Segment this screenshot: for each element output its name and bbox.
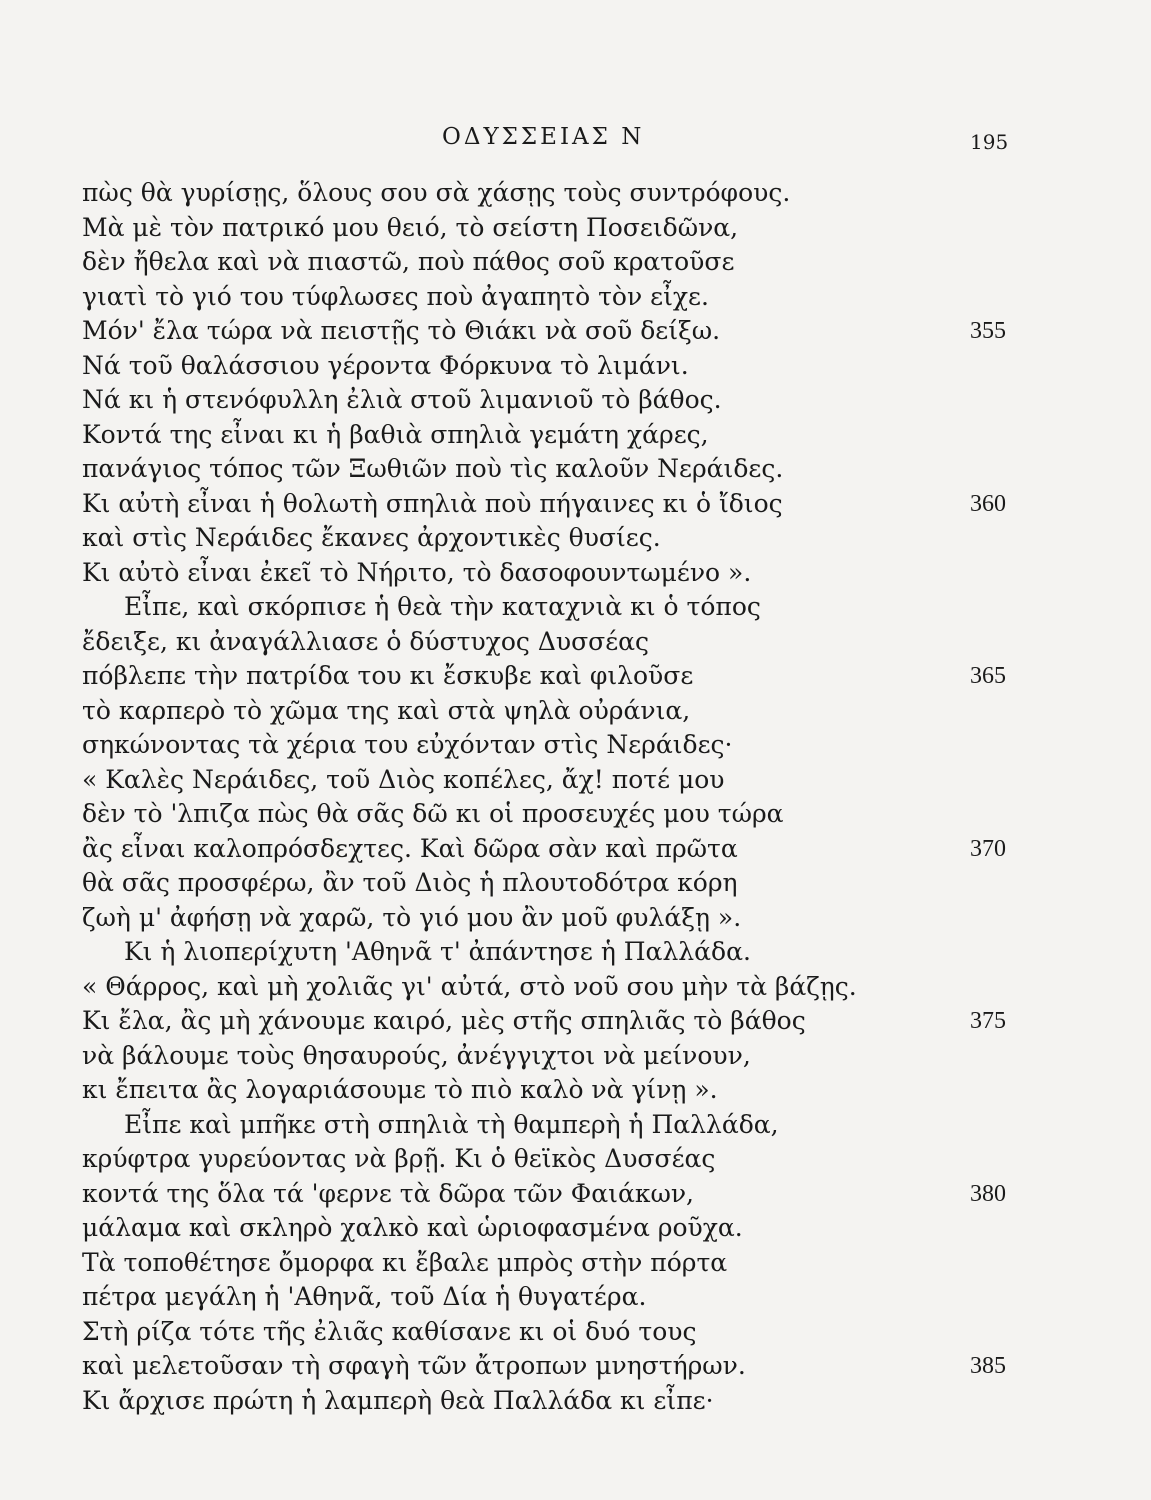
- verse-line: [0, 832, 1151, 867]
- line-number: 380: [970, 1180, 1006, 1207]
- line-number: 385: [970, 1353, 1006, 1379]
- verse-text: καὶ στὶς Νεράιδες ἔκανες ἀρχοντικὲς θυσίες.: [82, 523, 661, 552]
- verse-line: [0, 418, 1151, 453]
- verse-line: [0, 590, 1151, 625]
- verse-text: « Θάρρος, καὶ μὴ χολιᾶς γι' αὐτά, στὸ νοῦ σου μὴν τὰ βάζῃς.: [82, 971, 857, 1001]
- verse-line: [0, 1315, 1151, 1350]
- verse-line: [0, 176, 1151, 211]
- verse-line: [0, 245, 1151, 280]
- verse-line: [0, 349, 1151, 384]
- verse-text: μάλαμα καὶ σκληρὸ χαλκὸ καὶ ὡριοφασμένα ροῦχα.: [82, 1213, 743, 1242]
- line-number: 365: [970, 663, 1006, 689]
- verse-line: [0, 1349, 1151, 1384]
- verse-line: [0, 694, 1151, 729]
- verse-text: Μὰ μὲ τὸν πατρικό μου θειό, τὸ σείστη Ποσειδῶνα,: [82, 212, 739, 242]
- verse-text: ἔδειξε, κι ἀναγάλλιασε ὁ δύστυχος Δυσσέας: [82, 626, 650, 656]
- verse-line: [0, 1211, 1151, 1246]
- verse-line: [0, 728, 1151, 763]
- verse-text: Κι ἔλα, ἂς μὴ χάνουμε καιρό, μὲς στῆς σπηλιᾶς τὸ βάθος: [82, 1006, 806, 1035]
- verse-text: πὼς θὰ γυρίσῃς, ὅλους σου σὰ χάσῃς τοὺς συντρόφους.: [82, 178, 791, 207]
- verse-line: [0, 280, 1151, 315]
- verse-text: ἂς εἶναι καλοπρόσδεχτες. Καὶ δῶρα σὰν καὶ πρῶτα: [82, 833, 738, 863]
- verse-line: [0, 383, 1151, 418]
- verse-line: [0, 1004, 1151, 1039]
- verse-text: πόβλεπε τὴν πατρίδα του κι ἔσκυβε καὶ φιλοῦσε: [82, 661, 694, 690]
- verse-text: Μόν' ἔλα τώρα νὰ πειστῇς τὸ Θιάκι νὰ σοῦ δείξω.: [82, 316, 721, 345]
- running-header-title: ΟΔΥΣΣΕΙΑΣ Ν: [442, 124, 645, 150]
- verse-line: [0, 556, 1151, 591]
- verse-line: [0, 1039, 1151, 1074]
- verse-line: [0, 625, 1151, 660]
- verse-text: Κι ἡ λιοπερίχυτη 'Αθηνᾶ τ' ἀπάντησε ἡ Παλλάδα.: [124, 937, 751, 966]
- page-number: 195: [970, 130, 1009, 154]
- verse-line: [0, 1280, 1151, 1315]
- verse-text: Κοντά της εἶναι κι ἡ βαθιὰ σπηλιὰ γεμάτη χάρες,: [82, 419, 709, 449]
- verse-line: [0, 211, 1151, 246]
- verse-line: [0, 1108, 1151, 1143]
- line-number: 360: [970, 490, 1006, 517]
- verse-text: ζωὴ μ' ἀφήσῃ νὰ χαρῶ, τὸ γιό μου ἂν μοῦ φυλάξῃ ».: [82, 902, 742, 932]
- verse-line: [0, 1384, 1151, 1419]
- verse-text: σηκώνοντας τὰ χέρια του εὐχόνταν στὶς Νεράιδες·: [82, 730, 733, 759]
- verse-text: τὸ καρπερὸ τὸ χῶμα της καὶ στὰ ψηλὰ οὐράνια,: [82, 695, 691, 725]
- verse-text: Νά κι ἡ στενόφυλλη ἐλιὰ στοῦ λιμανιοῦ τὸ βάθος.: [82, 385, 722, 414]
- verse-line: [0, 901, 1151, 936]
- verse-text: Κι ἄρχισε πρώτη ἡ λαμπερὴ θεὰ Παλλάδα κι εἶπε·: [82, 1385, 714, 1415]
- verse-line: [0, 1246, 1151, 1281]
- verse-line: [0, 970, 1151, 1005]
- verse-line: [0, 935, 1151, 970]
- verse-text: Τὰ τοποθέτησε ὄμορφα κι ἔβαλε μπρὸς στὴν πόρτα: [82, 1247, 728, 1277]
- verse-text: δὲν ἤθελα καὶ νὰ πιαστῶ, ποὺ πάθος σοῦ κρατοῦσε: [82, 247, 735, 276]
- verse-text: « Καλὲς Νεράιδες, τοῦ Διὸς κοπέλες, ἄχ! ποτέ μου: [82, 764, 725, 794]
- verse-text: Εἶπε, καὶ σκόρπισε ἡ θεὰ τὴν καταχνιὰ κι ὁ τόπος: [124, 592, 761, 621]
- verse-line: [0, 797, 1151, 832]
- verse-text: Νά τοῦ θαλάσσιου γέροντα Φόρκυνα τὸ λιμάνι.: [82, 350, 689, 380]
- verse-line: [0, 866, 1151, 901]
- verse-list: [0, 176, 1151, 1418]
- verse-text: θὰ σᾶς προσφέρω, ἂν τοῦ Διὸς ἡ πλουτοδότρα κόρη: [82, 868, 738, 897]
- verse-line: [0, 1073, 1151, 1108]
- verse-text: νὰ βάλουμε τοὺς θησαυρούς, ἀνέγγιχτοι νὰ μείνουν,: [82, 1040, 751, 1070]
- line-number: 375: [970, 1008, 1006, 1034]
- verse-text: κοντά της ὅλα τά 'φερνε τὰ δῶρα τῶν Φαιάκων,: [82, 1178, 694, 1208]
- verse-text: κι ἔπειτα ἂς λογαριάσουμε τὸ πιὸ καλὸ νὰ γίνῃ ».: [82, 1075, 718, 1104]
- line-number: 355: [970, 318, 1006, 344]
- verse-text: κρύφτρα γυρεύοντας νὰ βρῇ. Κι ὁ θεϊκὸς Δυσσέας: [82, 1144, 716, 1173]
- verse-line: [0, 763, 1151, 798]
- verse-text: Εἶπε καὶ μπῆκε στὴ σπηλιὰ τὴ θαμπερὴ ἡ Παλλάδα,: [124, 1109, 779, 1139]
- verse-line: [0, 521, 1151, 556]
- verse-line: [0, 1142, 1151, 1177]
- line-number: 370: [970, 835, 1006, 862]
- verse-line: [0, 314, 1151, 349]
- verse-text: Κι αὐτὸ εἶναι ἐκεῖ τὸ Νήριτο, τὸ δασοφουντωμένο ».: [82, 557, 752, 587]
- verse-text: γιατὶ τὸ γιό του τύφλωσες ποὺ ἀγαπητὸ τὸν εἶχε.: [82, 281, 709, 311]
- verse-line: [0, 1177, 1151, 1212]
- verse-text: Κι αὐτὴ εἶναι ἡ θολωτὴ σπηλιὰ ποὺ πήγαινες κι ὁ ἴδιος: [82, 488, 783, 518]
- verse-line: [0, 487, 1151, 522]
- verse-line: [0, 452, 1151, 487]
- verse-text: πανάγιος τόπος τῶν Ξωθιῶν ποὺ τὶς καλοῦν Νεράιδες.: [82, 454, 784, 483]
- verse-text: καὶ μελετοῦσαν τὴ σφαγὴ τῶν ἄτροπων μνηστήρων.: [82, 1351, 746, 1380]
- verse-text: Στὴ ρίζα τότε τῆς ἐλιᾶς καθίσανε κι οἱ δυό τους: [82, 1316, 697, 1346]
- verse-line: [0, 659, 1151, 694]
- verse-text: πέτρα μεγάλη ἡ 'Αθηνᾶ, τοῦ Δία ἡ θυγατέρα.: [82, 1282, 647, 1311]
- verse-text: δὲν τὸ 'λπιζα πὼς θὰ σᾶς δῶ κι οἱ προσευχές μου τώρα: [82, 799, 784, 828]
